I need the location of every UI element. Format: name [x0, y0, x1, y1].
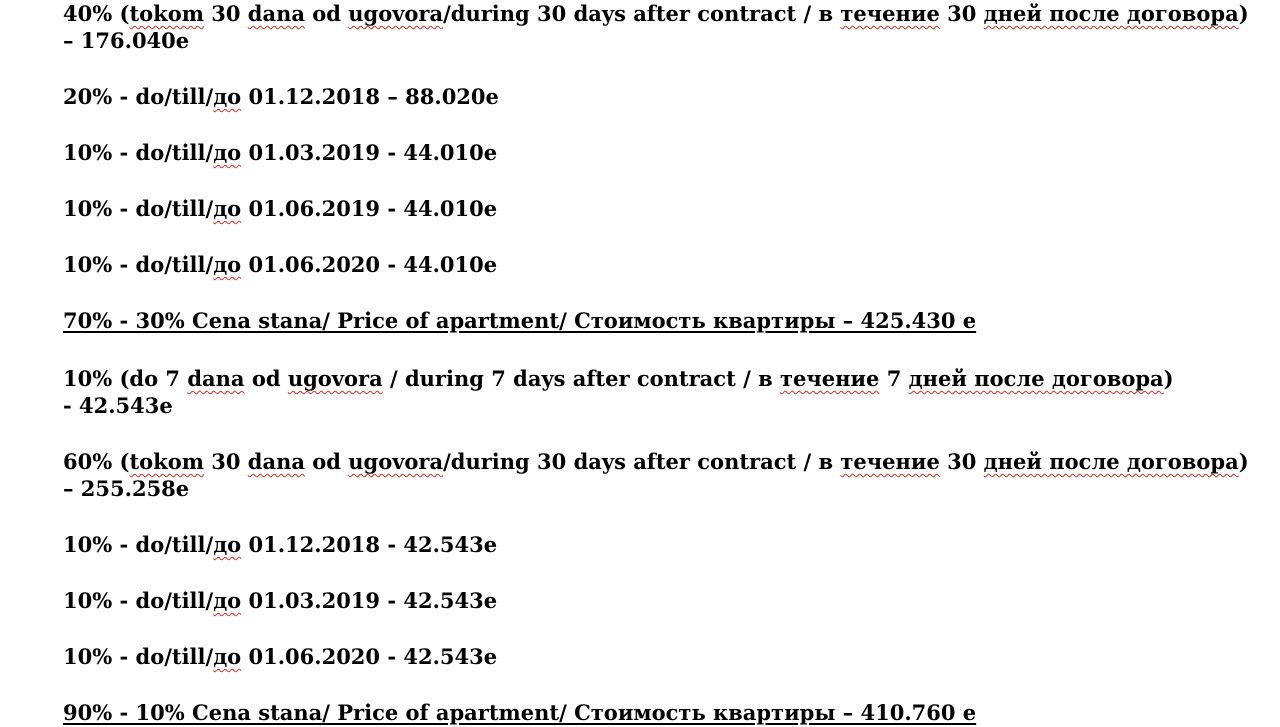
- spellcheck-word: до: [213, 140, 242, 165]
- spellcheck-word: течение: [840, 1, 940, 26]
- text-segment: 30: [939, 1, 984, 26]
- text-segment: ): [1238, 449, 1249, 474]
- spellcheck-word: до: [213, 196, 242, 221]
- text-segment: 10% - do/till/: [63, 252, 214, 277]
- spellcheck-word: течение: [779, 366, 880, 391]
- text-segment: 30: [939, 449, 984, 474]
- text-segment: 01.06.2020 - 42.543e: [241, 644, 498, 669]
- payment-line: [63, 0, 1249, 28]
- text-segment: 10% - do/till/: [63, 196, 214, 221]
- text-segment: 01.12.2018 – 88.020e: [241, 84, 499, 109]
- text-segment: od: [304, 449, 349, 474]
- text-segment: / during 7 days after contract / в: [382, 366, 780, 391]
- text-segment: 30: [203, 1, 248, 26]
- payment-line: [63, 83, 499, 111]
- payment-line: [63, 195, 497, 223]
- spellcheck-word: ugovora: [348, 449, 444, 474]
- text-segment: – 176.040e: [63, 28, 190, 53]
- text-segment: 10% - do/till/: [63, 532, 214, 557]
- text-segment: 90% - 10% Cena stana/ Price of apartment/ Стоимость квартиры – 410.760 e: [63, 700, 977, 725]
- text-segment: ): [1238, 1, 1249, 26]
- spellcheck-word: дней после договора: [908, 366, 1164, 391]
- spellcheck-word: дней после договора: [983, 1, 1239, 26]
- text-segment: 7: [879, 366, 909, 391]
- text-segment: 20% - do/till/: [63, 84, 214, 109]
- payment-line: [63, 27, 189, 55]
- text-segment: – 255.258e: [63, 476, 190, 501]
- payment-line: [63, 531, 497, 559]
- text-segment: 10% - do/till/: [63, 644, 214, 669]
- spellcheck-word: дней после договора: [983, 449, 1239, 474]
- text-segment: 01.03.2019 - 42.543e: [241, 588, 498, 613]
- text-segment: 01.03.2019 - 44.010e: [241, 140, 498, 165]
- spellcheck-word: dana: [247, 1, 305, 26]
- spellcheck-word: tokom: [129, 449, 204, 474]
- text-segment: /during 30 days after contract / в: [443, 1, 841, 26]
- spellcheck-word: dana: [187, 366, 245, 391]
- spellcheck-word: до: [213, 84, 242, 109]
- text-segment: - 42.543e: [63, 393, 173, 418]
- text-segment: /during 30 days after contract / в: [443, 449, 841, 474]
- payment-line: [63, 475, 189, 503]
- text-segment: 01.12.2018 - 42.543e: [241, 532, 498, 557]
- text-segment: od: [244, 366, 288, 391]
- text-segment: 40% (: [63, 1, 130, 26]
- price-heading: [63, 307, 976, 335]
- text-segment: 10% (do 7: [63, 366, 188, 391]
- text-segment: ): [1163, 366, 1174, 391]
- spellcheck-word: до: [213, 588, 242, 613]
- text-segment: 10% - do/till/: [63, 140, 214, 165]
- payment-line: [63, 392, 173, 420]
- text-segment: od: [304, 1, 349, 26]
- text-segment: 01.06.2020 - 44.010e: [241, 252, 498, 277]
- text-segment: 10% - do/till/: [63, 588, 214, 613]
- payment-line: [63, 139, 497, 167]
- text-segment: 01.06.2019 - 44.010e: [241, 196, 498, 221]
- spellcheck-word: tokom: [129, 1, 204, 26]
- text-segment: 70% - 30% Cena stana/ Price of apartment/ Стоимость квартиры – 425.430 e: [63, 308, 977, 333]
- spellcheck-word: dana: [247, 449, 305, 474]
- text-segment: 30: [203, 449, 248, 474]
- spellcheck-word: до: [213, 252, 242, 277]
- spellcheck-word: течение: [840, 449, 940, 474]
- payment-line: [63, 643, 497, 671]
- payment-line: [63, 448, 1249, 476]
- spellcheck-word: ugovora: [348, 1, 444, 26]
- spellcheck-word: до: [213, 532, 242, 557]
- text-segment: 60% (: [63, 449, 130, 474]
- spellcheck-word: до: [213, 644, 242, 669]
- payment-line: [63, 365, 1174, 393]
- spellcheck-word: ugovora: [287, 366, 383, 391]
- payment-line: [63, 587, 497, 615]
- price-heading: [63, 699, 976, 727]
- payment-line: [63, 251, 497, 279]
